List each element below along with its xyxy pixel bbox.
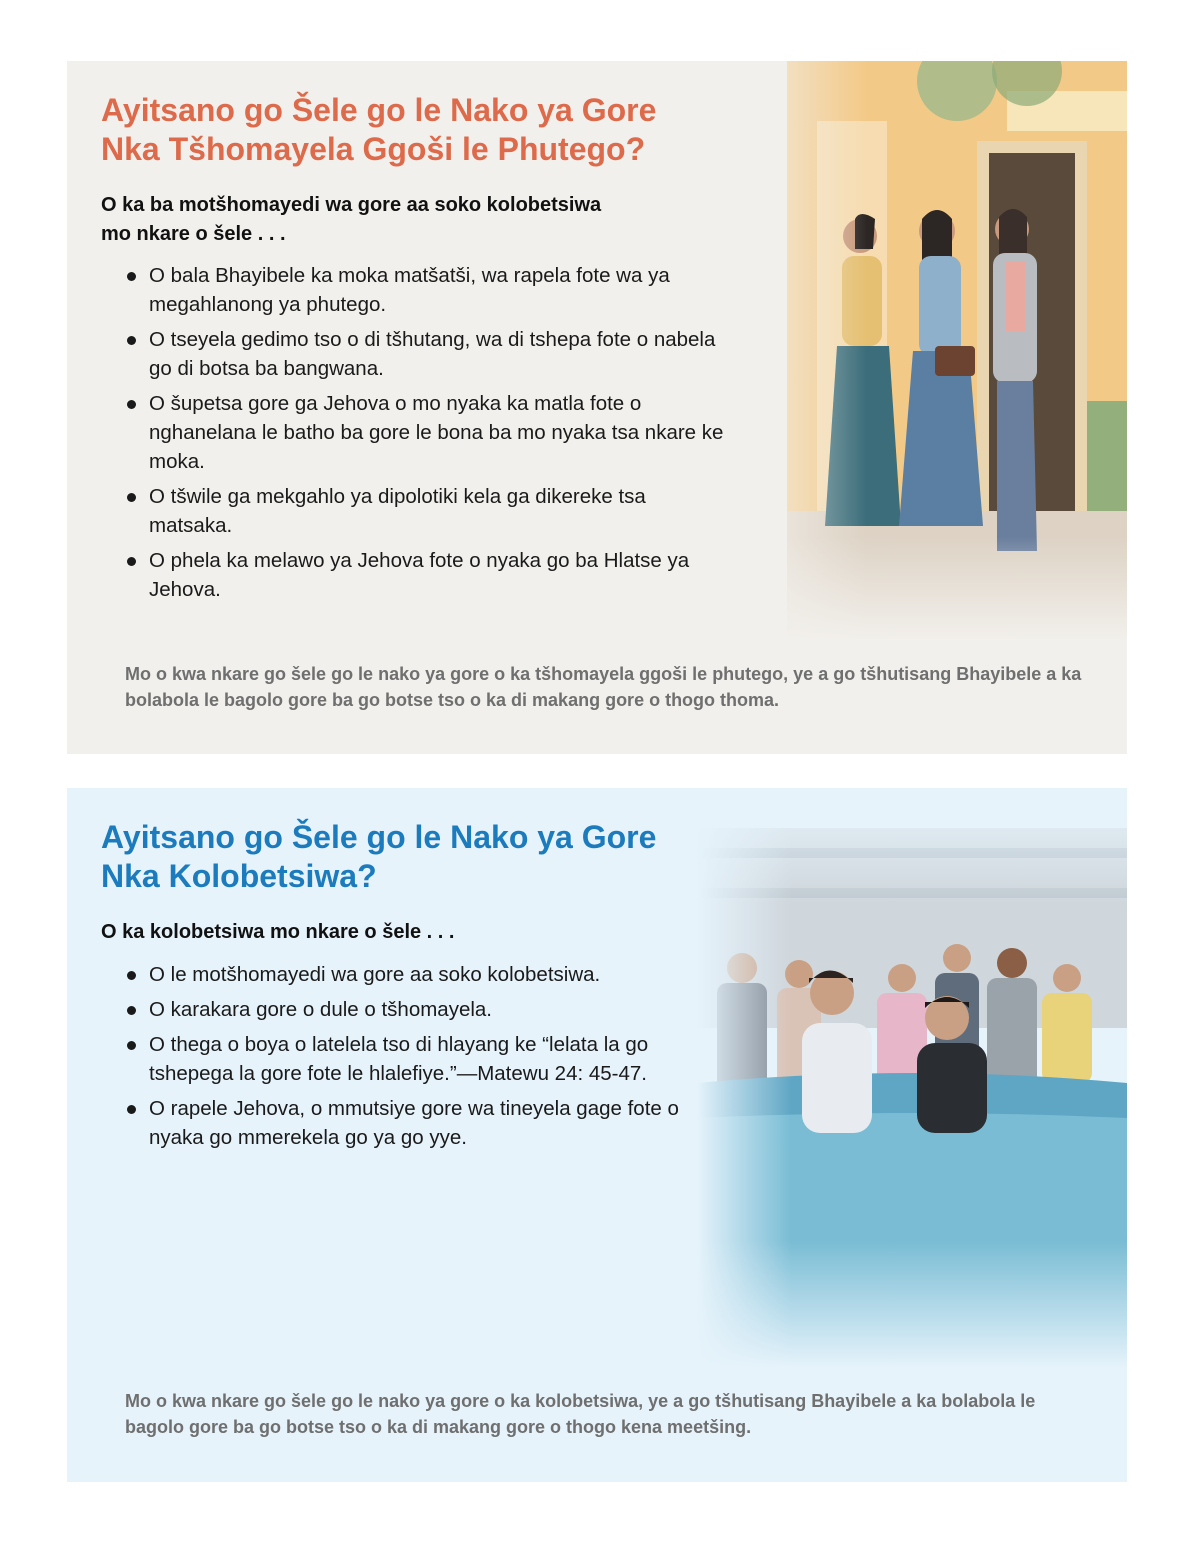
list-item — [127, 1030, 687, 1088]
section-intro: O ka kolobetsiwa mo nkare o šele . . . — [101, 921, 455, 943]
bullet-icon — [127, 1041, 136, 1050]
section-note: Mo o kwa nkare go šele go le nako ya gore o ka tšhomayela ggoši le phutego, ye a go tšhutisang Bhayibele a ka bolabola le bagolo gore ba go botse tso o ka di makang gore o thogo thoma. — [125, 664, 1082, 710]
list-item-text: O šupetsa gore ga Jehova o mo nyaka ka matla fote o nghanelana le batho ba gore le bona ba mo nyaka tsa nkare ke moka. — [149, 392, 724, 473]
list-item-text: O bala Bhayibele ka moka matšatši, wa rapela fote wa ya megahlanong ya phutego. — [149, 264, 670, 316]
list-item-text: O le motšhomayedi wa gore aa soko kolobetsiwa. — [149, 963, 601, 986]
section-intro — [101, 191, 701, 249]
list-item-text: O tseyela gedimo tso o di tšhutang, wa di tshepa fote o nabela go di botsa ba bangwana. — [149, 328, 716, 380]
section-note: Mo o kwa nkare go šele go le nako ya gore o ka kolobetsiwa, ye a go tšhutisang Bhayibele a ka bolabola le bagolo gore ba go botse tso o ka di makang gore o thogo kena meetšing. — [125, 1391, 1036, 1437]
intro-line: O ka ba motšhomayedi wa gore aa soko kolobetsiwa — [101, 194, 602, 216]
preaching-illustration — [727, 61, 1127, 641]
list-item-text: O thega o boya o latelela tso di hlayang ke “lelata la go tshepega la gore fote le hlalefiye.”—Matewu 24: 45-47. — [149, 1033, 649, 1085]
requirements-list — [127, 261, 727, 610]
list-item — [127, 325, 727, 383]
list-item — [127, 960, 687, 989]
title-line: Ayitsano go Šele go le Nako ya Gore — [101, 92, 657, 128]
list-item — [127, 995, 687, 1024]
title-line: Nka Kolobetsiwa? — [101, 858, 377, 894]
list-item — [127, 1094, 687, 1152]
bullet-icon — [127, 272, 136, 281]
list-item-text: O tšwile ga mekgahlo ya dipolotiki kela ga dikereke tsa matsaka. — [149, 485, 646, 537]
baptism-illustration — [697, 788, 1127, 1368]
bullet-icon — [127, 336, 136, 345]
list-item-text: O karakara gore o dule o tšhomayela. — [149, 998, 492, 1021]
section-title — [101, 818, 721, 896]
preaching-section — [67, 61, 1127, 754]
bullet-icon — [127, 1105, 136, 1114]
section-title — [101, 91, 721, 169]
intro-line: mo nkare o šele . . . — [101, 223, 286, 245]
bullet-icon — [127, 971, 136, 980]
title-line: Nka Tšhomayela Ggoši le Phutego? — [101, 131, 646, 167]
title-line: Ayitsano go Šele go le Nako ya Gore — [101, 819, 657, 855]
list-item — [127, 389, 727, 476]
bullet-icon — [127, 557, 136, 566]
list-item-text: O rapele Jehova, o mmutsiye gore wa tineyela gage fote o nyaka go mmerekela go ya go yye. — [149, 1097, 679, 1149]
baptism-section — [67, 788, 1127, 1482]
list-item — [127, 546, 727, 604]
requirements-list — [127, 960, 687, 1158]
list-item — [127, 482, 727, 540]
list-item-text: O phela ka melawo ya Jehova fote o nyaka go ba Hlatse ya Jehova. — [149, 549, 690, 601]
bullet-icon — [127, 400, 136, 409]
bullet-icon — [127, 1006, 136, 1015]
bullet-icon — [127, 493, 136, 502]
list-item — [127, 261, 727, 319]
